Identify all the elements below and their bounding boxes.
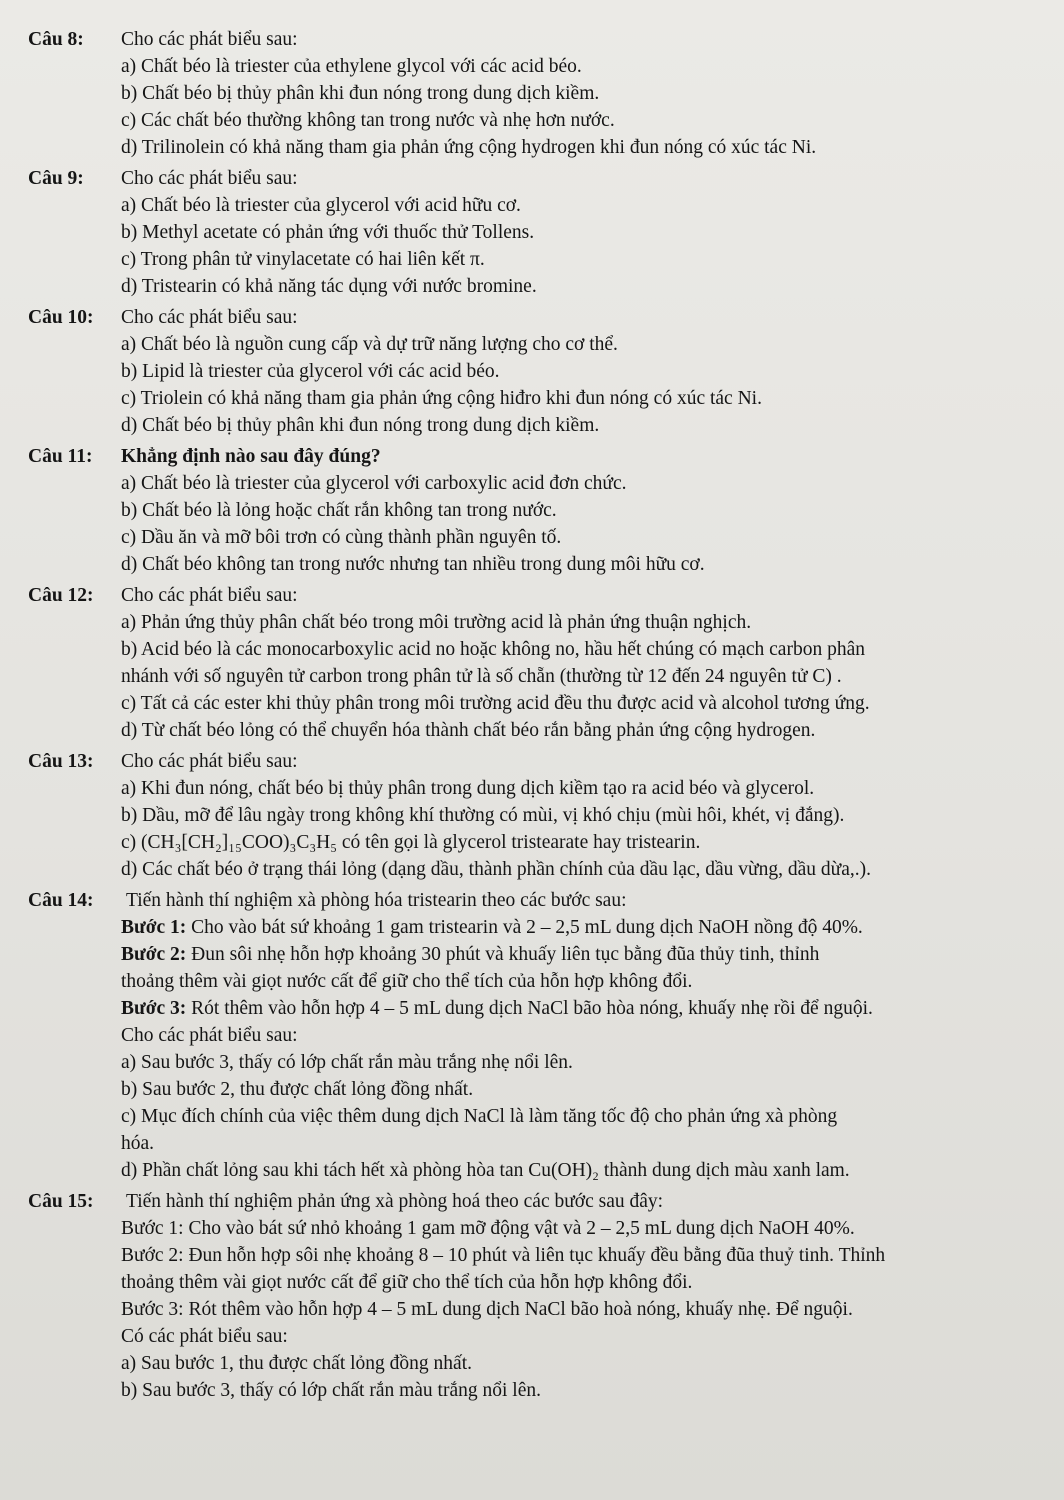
step-text: Rót thêm vào hỗn hợp 4 – 5 mL dung dịch NaCl bão hòa nóng, khuấy nhẹ rồi để nguội. (186, 998, 873, 1019)
question-8 (28, 26, 1036, 161)
option-c: c) (CH₃[CH₂]₁₅COO)₃C₃H₅ có tên gọi là glycerol tristearate hay tristearin. (121, 832, 701, 853)
option-c: c) Các chất béo thường không tan trong nước và nhẹ hơn nước. (121, 110, 615, 131)
step-2-continued (28, 968, 1036, 995)
question-prompt: Cho các phát biểu sau: (121, 585, 298, 606)
step-2: Bước 2: Đun hỗn hợp sôi nhẹ khoảng 8 – 10 phút và liên tục khuấy đều bằng đũa thuỷ tinh. Thỉnh (121, 1245, 886, 1266)
question-prompt: Tiến hành thí nghiệm phản ứng xà phòng hoá theo các bước sau đây: (126, 1191, 664, 1212)
question-prompt: Cho các phát biểu sau: (121, 751, 298, 772)
option-c: c) Mục đích chính của việc thêm dung dịch NaCl là làm tăng tốc độ cho phản ứng xà phòng (121, 1106, 838, 1127)
question-9 (28, 165, 1036, 300)
question-14 (28, 887, 1036, 1184)
question-prompt: Khẳng định nào sau đây đúng? (121, 446, 381, 467)
step-text: Cho vào bát sứ khoảng 1 gam tristearin và 2 – 2,5 mL dung dịch NaOH nồng độ 40%. (186, 917, 863, 938)
question-number: Câu 15: (28, 1191, 94, 1212)
step-text: thoảng thêm vài giọt nước cất để giữ cho thể tích của hỗn hợp không đổi. (121, 971, 693, 992)
step-3: Bước 3: Rót thêm vào hỗn hợp 4 – 5 mL dung dịch NaCl bão hoà nóng, khuấy nhẹ. Để nguội. (121, 1299, 853, 1320)
option-d: d) Chất béo bị thủy phân khi đun nóng trong dung dịch kiềm. (121, 415, 600, 436)
question-number: Câu 13: (28, 751, 94, 772)
step-1: Bước 1: Cho vào bát sứ nhỏ khoảng 1 gam mỡ động vật và 2 – 2,5 mL dung dịch NaOH 40%. (121, 1218, 855, 1239)
question-11 (28, 443, 1036, 578)
option-b: b) Sau bước 3, thấy có lớp chất rắn màu trắng nổi lên. (121, 1380, 541, 1401)
option-c-continued: hóa. (121, 1133, 155, 1154)
option-a: a) Khi đun nóng, chất béo bị thủy phân trong dung dịch kiềm tạo ra acid béo và glycerol. (121, 778, 815, 799)
statements-intro: Có các phát biểu sau: (121, 1326, 288, 1347)
step-label: Bước 1: (121, 917, 187, 938)
question-number: Câu 10: (28, 307, 94, 328)
question-prompt: Cho các phát biểu sau: (121, 307, 298, 328)
step-3 (28, 995, 1036, 1022)
option-b: b) Acid béo là các monocarboxylic acid no hoặc không no, hầu hết chúng có mạch carbon phân (121, 639, 865, 660)
option-a: a) Chất béo là triester của ethylene glycol với các acid béo. (121, 56, 582, 77)
option-d: d) Các chất béo ở trạng thái lỏng (dạng dầu, thành phần chính của dầu lạc, dầu vừng, dầu dừa,.). (121, 859, 871, 880)
option-a: a) Chất béo là nguồn cung cấp và dự trữ năng lượng cho cơ thể. (121, 334, 618, 355)
option-d: d) Phần chất lỏng sau khi tách hết xà phòng hòa tan Cu(OH)₂ thành dung dịch màu xanh lam. (121, 1160, 850, 1181)
option-b: b) Methyl acetate có phản ứng với thuốc thử Tollens. (121, 222, 535, 243)
step-1 (28, 914, 1036, 941)
option-c: c) Tất cả các ester khi thủy phân trong môi trường acid đều thu được acid và alcohol tương ứng. (121, 693, 870, 714)
question-number: Câu 14: (28, 890, 94, 911)
question-10 (28, 304, 1036, 439)
option-c: c) Triolein có khả năng tham gia phản ứng cộng hiđro khi đun nóng có xúc tác Ni. (121, 388, 762, 409)
question-number: Câu 9: (28, 168, 84, 189)
step-label: Bước 3: (121, 998, 187, 1019)
option-b: b) Dầu, mỡ để lâu ngày trong không khí thường có mùi, vị khó chịu (mùi hôi, khét, vị đắng). (121, 805, 845, 826)
question-prompt: Cho các phát biểu sau: (121, 168, 298, 189)
question-number: Câu 12: (28, 585, 94, 606)
option-a: a) Chất béo là triester của glycerol với acid hữu cơ. (121, 195, 521, 216)
question-prompt: Tiến hành thí nghiệm xà phòng hóa tristearin theo các bước sau: (126, 890, 627, 911)
option-b: b) Chất béo là lỏng hoặc chất rắn không tan trong nước. (121, 500, 557, 521)
step-2-continued: thoảng thêm vài giọt nước cất để giữ cho thể tích của hỗn hợp không đổi. (121, 1272, 693, 1293)
option-a: a) Sau bước 1, thu được chất lỏng đồng nhất. (121, 1353, 472, 1374)
option-b: b) Sau bước 2, thu được chất lỏng đồng nhất. (121, 1079, 474, 1100)
question-number: Câu 11: (28, 446, 93, 467)
step-2 (28, 941, 1036, 968)
option-a: a) Sau bước 3, thấy có lớp chất rắn màu trắng nhẹ nổi lên. (121, 1052, 573, 1073)
option-b: b) Lipid là triester của glycerol với các acid béo. (121, 361, 500, 382)
step-label: Bước 2: (121, 944, 187, 965)
option-a: a) Chất béo là triester của glycerol với carboxylic acid đơn chức. (121, 473, 627, 494)
option-a: a) Phản ứng thủy phân chất béo trong môi trường acid là phản ứng thuận nghịch. (121, 612, 752, 633)
option-d: d) Chất béo không tan trong nước nhưng tan nhiều trong dung môi hữu cơ. (121, 554, 705, 575)
question-prompt: Cho các phát biểu sau: (121, 29, 298, 50)
option-b-continued: nhánh với số nguyên tử carbon trong phân tử là số chẵn (thường từ 12 đến 24 nguyên tử C) . (121, 666, 842, 687)
option-c: c) Trong phân tử vinylacetate có hai liên kết π. (121, 249, 485, 270)
question-15 (28, 1188, 1036, 1404)
option-c: c) Dầu ăn và mỡ bôi trơn có cùng thành phần nguyên tố. (121, 527, 562, 548)
step-text: Đun sôi nhẹ hỗn hợp khoảng 30 phút và khuấy liên tục bằng đũa thủy tinh, thỉnh (186, 944, 820, 965)
question-13 (28, 748, 1036, 883)
question-12 (28, 582, 1036, 744)
option-b: b) Chất béo bị thủy phân khi đun nóng trong dung dịch kiềm. (121, 83, 600, 104)
statements-intro: Cho các phát biểu sau: (121, 1025, 298, 1046)
option-d: d) Từ chất béo lỏng có thể chuyển hóa thành chất béo rắn bằng phản ứng cộng hydrogen. (121, 720, 816, 741)
option-d: d) Tristearin có khả năng tác dụng với nước bromine. (121, 276, 537, 297)
question-number: Câu 8: (28, 29, 84, 50)
option-d: d) Trilinolein có khả năng tham gia phản ứng cộng hydrogen khi đun nóng có xúc tác Ni. (121, 137, 817, 158)
